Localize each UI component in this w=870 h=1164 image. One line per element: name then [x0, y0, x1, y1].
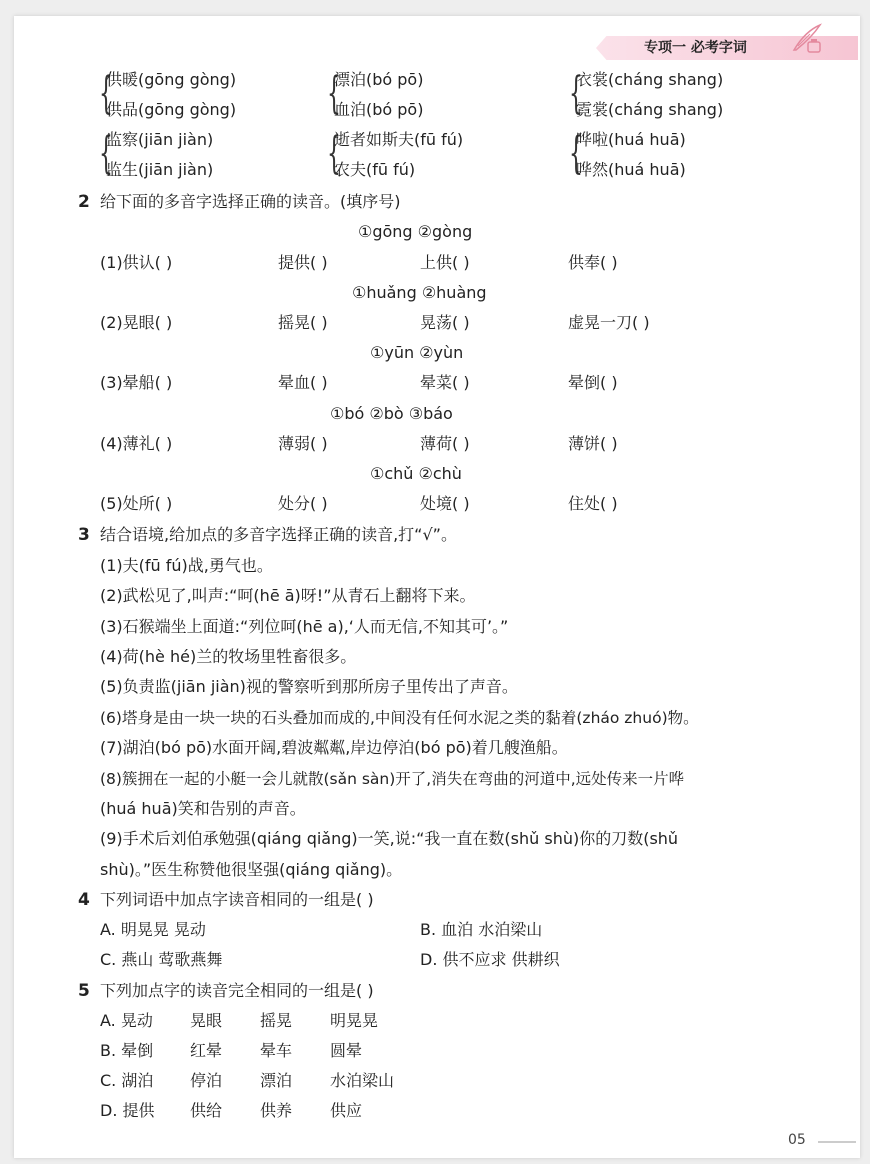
word-item: 农夫(fū fú): [334, 160, 416, 179]
sentence-line: (4)荷(hè hé)兰的牧场里牲畜很多。: [100, 647, 357, 666]
page-number: 05: [788, 1132, 806, 1148]
choice-word: 漂泊: [260, 1071, 293, 1090]
choice-option: B. 血泊 水泊梁山: [420, 920, 543, 939]
quill-ink-icon: [790, 22, 824, 56]
fill-item: 薄饼( ): [568, 434, 618, 453]
choice-word: 红晕: [190, 1041, 223, 1060]
choice-word: D. 提供: [100, 1101, 155, 1120]
choice-word: 摇晃: [260, 1011, 293, 1030]
sentence-line: (2)武松见了,叫声:“呵(hē ā)呀!”从青石上翻将下来。: [100, 586, 476, 605]
brace: {: [99, 128, 113, 179]
sentence-line: (3)石猴端坐上面道:“列位呵(hē a),‘人而无信,不知其可’。”: [100, 617, 509, 636]
fill-item: (3)晕船( ): [100, 373, 173, 392]
question-prompt: 下列加点字的读音完全相同的一组是( ): [100, 981, 374, 1000]
question-number: 5: [78, 981, 90, 1001]
choice-word: 晃眼: [190, 1011, 223, 1030]
fill-item: 晃荡( ): [420, 313, 470, 332]
choice-word: 供给: [190, 1101, 223, 1120]
choice-option: D. 供不应求 供耕织: [420, 950, 560, 969]
fill-item: (1)供认( ): [100, 253, 173, 272]
fill-item: 处分( ): [278, 494, 328, 513]
question-prompt: 结合语境,给加点的多音字选择正确的读音,打“√”。: [100, 525, 457, 544]
choice-word: 供养: [260, 1101, 293, 1120]
word-item: 监察(jiān jiàn): [106, 130, 214, 149]
fill-item: 供奉( ): [568, 253, 618, 272]
question-prompt: 给下面的多音字选择正确的读音。(填序号): [100, 192, 401, 211]
word-item: 供品(gōng gòng): [106, 100, 237, 119]
fill-item: 薄弱( ): [278, 434, 328, 453]
sentence-line: shù)。”医生称赞他很坚强(qiáng qiǎng)。: [100, 860, 403, 879]
choice-word: 晕车: [260, 1041, 293, 1060]
brace: {: [327, 128, 341, 179]
brace: {: [99, 68, 113, 119]
word-item: 血泊(bó pō): [334, 100, 424, 119]
page-number-rule: [818, 1141, 856, 1143]
word-item: 哗然(huá huā): [576, 160, 686, 179]
fill-item: (2)晃眼( ): [100, 313, 173, 332]
brace: {: [569, 128, 583, 179]
choice-word: 水泊梁山: [330, 1071, 395, 1090]
choice-word: A. 晃动: [100, 1011, 153, 1030]
pinyin-options: ①huǎng ②huàng: [352, 283, 487, 302]
choice-option: A. 明晃晃 晃动: [100, 920, 206, 939]
word-item: 哗啦(huá huā): [576, 130, 686, 149]
choice-word: 停泊: [190, 1071, 223, 1090]
question-prompt: 下列词语中加点字读音相同的一组是( ): [100, 890, 374, 909]
fill-item: 薄荷( ): [420, 434, 470, 453]
choice-word: 明晃晃: [330, 1011, 379, 1030]
section-title: 专项一 必考字词: [644, 40, 747, 56]
fill-item: 摇晃( ): [278, 313, 328, 332]
pinyin-options: ①gōng ②gòng: [358, 222, 473, 241]
brace: {: [327, 68, 341, 119]
fill-item: 晕倒( ): [568, 373, 618, 392]
fill-item: 晕血( ): [278, 373, 328, 392]
sentence-line: (1)夫(fū fú)战,勇气也。: [100, 556, 273, 575]
word-item: 霓裳(cháng shang): [576, 100, 724, 119]
sentence-line: (9)手术后刘伯承勉强(qiáng qiǎng)一笑,说:“我一直在数(shǔ shù)你的刀数(shǔ: [100, 829, 679, 848]
fill-item: 处境( ): [420, 494, 470, 513]
word-item: 漂泊(bó pō): [334, 70, 424, 89]
sentence-line: (6)塔身是由一块一块的石头叠加而成的,中间没有任何水泥之类的黏着(zháo zhuó)物。: [100, 709, 699, 727]
fill-item: 住处( ): [568, 494, 618, 513]
fill-item: (4)薄礼( ): [100, 434, 173, 453]
sentence-line: (5)负责监(jiān jiàn)视的警察听到那所房子里传出了声音。: [100, 677, 518, 696]
pinyin-options: ①chǔ ②chù: [370, 464, 462, 483]
sentence-line: (8)簇拥在一起的小艇一会儿就散(sǎn sàn)开了,消失在弯曲的河道中,远处传来一片哗: [100, 770, 685, 788]
sentence-line: (huá huā)笑和告别的声音。: [100, 799, 306, 818]
word-item: 衣裳(cháng shang): [576, 70, 724, 89]
fill-item: 提供( ): [278, 253, 328, 272]
question-number: 3: [78, 525, 90, 545]
choice-word: 圆晕: [330, 1041, 363, 1060]
choice-word: 供应: [330, 1101, 363, 1120]
fill-item: 晕菜( ): [420, 373, 470, 392]
choice-option: C. 燕山 莺歌燕舞: [100, 950, 223, 969]
fill-item: (5)处所( ): [100, 494, 173, 513]
fill-item: 虚晃一刀( ): [568, 313, 650, 332]
word-item: 逝者如斯夫(fū fú): [334, 130, 464, 149]
question-number: 4: [78, 890, 90, 910]
choice-word: B. 晕倒: [100, 1041, 154, 1060]
word-item: 监生(jiān jiàn): [106, 160, 214, 179]
fill-item: 上供( ): [420, 253, 470, 272]
pinyin-options: ①bó ②bò ③báo: [330, 404, 453, 423]
question-number: 2: [78, 192, 90, 212]
pinyin-options: ①yūn ②yùn: [370, 343, 464, 362]
sentence-line: (7)湖泊(bó pō)水面开阔,碧波粼粼,岸边停泊(bó pō)着几艘渔船。: [100, 738, 568, 757]
brace: {: [569, 68, 583, 119]
word-item: 供暖(gōng gòng): [106, 70, 237, 89]
choice-word: C. 湖泊: [100, 1071, 154, 1090]
